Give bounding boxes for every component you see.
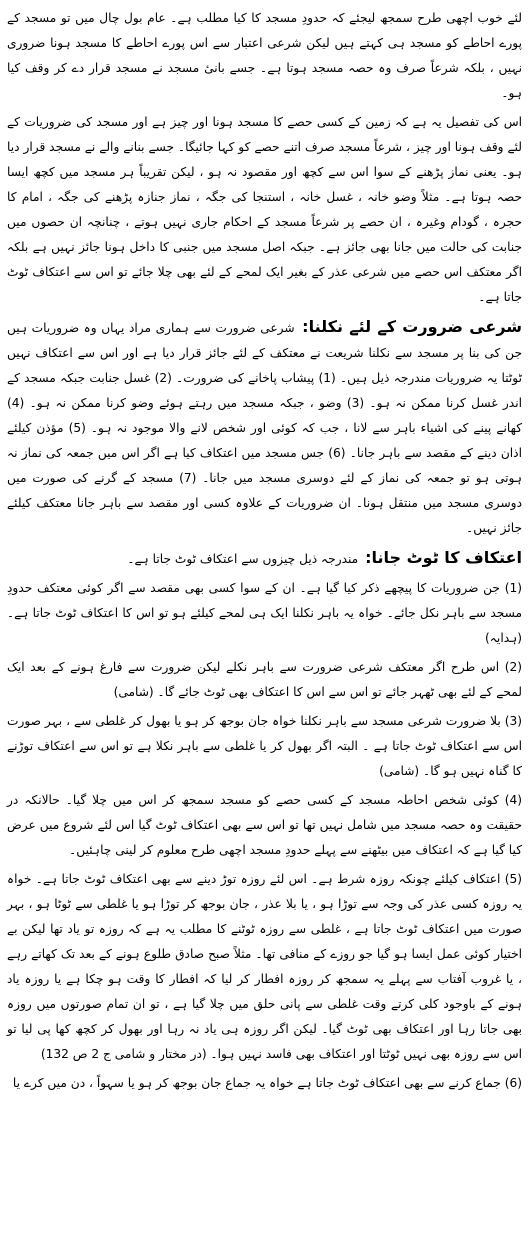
section-itikaf-breaking bbox=[7, 545, 522, 572]
list-item: (1) جن ضروریات کا پیچھے ذکر کیا گیا ہے۔ ان کے سوا کسی بھی مقصد سے اگر کوئی معتکف حدودِ مسجد سے باہر نکل جائے۔ خواہ یہ باہر نکلنا ایک ہی لمحے کیلئے ہو تو اس کا اعتکاف ٹوٹ جاتا ہے۔ (ہدایہ) bbox=[7, 581, 522, 645]
intro-paragraph: لئے خوب اچھی طرح سمجھ لیجئے کہ حدودِ مسجد کا کیا مطلب ہے۔ عام بول چال میں تو مسجد کے پورے احاطے کو مسجد ہی کہتے ہیں لیکن شرعی اعتبار سے اس پورے احاطے کا مسجد ہونا ضروری نہیں ، بلکہ شرعاً صرف وہ حصہ مسجد ہوتا ہے۔ جسے بانیٔ مسجد نے مسجد قرار دے کر وقف کیا ہو۔ bbox=[7, 11, 522, 100]
section-body: شرعی ضرورت سے ہماری مراد یہاں وہ ضروریات ہیں جن کی بنا پر مسجد سے نکلنا شریعت نے معتکف کے لئے جائز قرار دیا ہے اور اس سے اعتکاف نہیں ٹوٹتا یہ ضروریات مندرجہ ذیل ہیں۔ (1) پیشاب پاخانے کی ضرورت۔ (2) غسل جنابت جبکہ مسجد کے اندر غسل کرنا ممکن نہ ہو۔ (3) وضو ، جبکہ مسجد میں رہتے ہوئے وضو کرنا ممکن نہ ہو۔ (4) کھانے پینے کی اشیاء باہر سے لانا ، جب کہ کوئی اور شخص لانے والا موجود نہ ہو۔ (5) مؤذن کیلئے اذان دینے کے مقصد سے باہر جانا۔ (6) جس مسجد میں اعتکاف کیا ہے اگر اس میں جمعہ کی نماز نہ ہوتی ہو تو جمعہ کی نماز کے لئے دوسری مسجد میں جانا۔ (7) مسجد کے گرنے کی صورت میں دوسری مسجد میں منتقل ہونا۔ ان ضروریات کے علاوہ کسی اور مقصد سے باہر جانا معتکف کیلئے جائز نہیں۔ bbox=[7, 321, 522, 535]
detail-paragraph: اس کی تفصیل یہ ہے کہ زمین کے کسی حصے کا مسجد ہونا اور چیز ہے اور مسجد کی ضروریات کے لئے وقف ہونا اور چیز ، شرعاً مسجد صرف اتنے حصے کو کہا جائیگا۔ جسے بنانے والے نے مسجد قرار دیا ہو۔ یعنی نماز پڑھنے کے سوا اس سے کچھ اور مقصود نہ ہو ، لیکن تقریباً ہر مسجد میں کچھ ایسا حصہ ہوتا ہے۔ مثلاً وضو خانہ ، غسل خانہ ، استنجا کی جگہ ، نماز جنازہ پڑھنے کی جگہ ، امام کا حجرہ ، گودام وغیرہ ، ان حصے پر شرعاً مسجد کے احکام جاری نہیں ہوتے ، چنانچہ ان حصوں میں جنابت کی حالت میں جانا بھی جائز ہے۔ جبکہ اصل مسجد میں جنبی کا داخل ہونا جائز نہیں ہے بلکہ اگر معتکف اس حصے میں شرعی عذر کے بغیر ایک لمحے کے لئے بھی چلا جائے تو اس سے اعتکاف ٹوٹ جاتا ہے۔ bbox=[7, 115, 522, 304]
list-item: (3) بلا ضرورت شرعی مسجد سے باہر نکلنا خواہ جان بوجھ کر ہو یا بھول کر غلطی سے ، بہر صورت اس سے اعتکاف ٹوٹ جاتا ہے ۔ البتہ اگر بھول کر یا غلطی سے باہر نکلا ہے تو اس سے اعتکاف توڑنے کا گناہ نہیں ہو گا۔ (شامی) bbox=[7, 714, 522, 778]
section-heading: شرعی ضرورت کے لئے نکلنا: bbox=[302, 317, 523, 336]
list-item: (5) اعتکاف کیلئے چونکہ روزہ شرط ہے۔ اس لئے روزہ توڑ دینے سے بھی اعتکاف ٹوٹ جاتا ہے۔ خواہ یہ روزہ کسی عذر کی وجہ سے توڑا ہو ، یا بلا عذر ، جان بوجھ کر توڑا ہو یا غلطی سے ٹوٹا ہو ، بہر صورت میں اعتکاف ٹوٹ جاتا ہے ، غلطی سے روزہ ٹوٹنے کا مطلب یہ ہے کہ روزہ تو یاد تھا لیکن بے اختیار کوئی عمل ایسا ہو گیا جو روزے کے منافی تھا۔ مثلاً صبح صادق طلوع ہونے کے بعد تک کھاتے رہے ، یا غروب آفتاب سے پہلے یہ سمجھ کر روزہ افطار کر لیا کہ افطار کا وقت ہو چکا ہے یا روزہ یاد ہونے کے باوجود کلی کرتے وقت غلطی سے پانی حلق میں چلا گیا ہے ، تو ان تمام صورتوں میں روزہ بھی جاتا رہا اور اعتکاف بھی ٹوٹ گیا۔ لیکن اگر روزہ ہی یاد نہ رہا اور بھول کر کچھ کھا پی لیا تو اس سے روزہ بھی نہیں ٹوٹتا اور اعتکاف بھی فاسد نہیں ہوا۔ (در مختار و شامی ج 2 ص 132) bbox=[7, 872, 522, 1061]
list-item: (6) جماع کرنے سے بھی اعتکاف ٹوٹ جاتا ہے خواہ یہ جماع جان بوجھ کر ہو یا سہواً ، دن میں کرے یا bbox=[12, 1076, 522, 1090]
list-item: (2) اس طرح اگر معتکف شرعی ضرورت سے باہر نکلے لیکن ضرورت سے فارغ ہونے کے بعد ایک لمحے کے لئے بھی ٹھہر جائے تو اس سے اس کا اعتکاف بھی ٹوٹ جائے گا۔ (شامی) bbox=[7, 660, 522, 699]
section-body: مندرجہ ذیل چیزوں سے اعتکاف ٹوٹ جاتا ہے۔ bbox=[127, 552, 359, 566]
section-heading: اعتکاف کا ٹوٹ جانا: bbox=[365, 548, 522, 567]
list-item: (4) کوئی شخص احاطہ مسجد کے کسی حصے کو مسجد سمجھ کر اس میں چلا گیا۔ حالانکہ در حقیقت وہ حصہ مسجد میں شامل نہیں تھا تو اس سے بھی اعتکاف ٹوٹ گیا اس لئے شروع میں عرض کیا گیا ہے کہ اعتکاف میں بیٹھنے سے پہلے حدودِ مسجد اچھی طرح معلوم کر لینی چاہئیں۔ bbox=[7, 793, 522, 857]
section-shari-necessity bbox=[7, 314, 522, 541]
